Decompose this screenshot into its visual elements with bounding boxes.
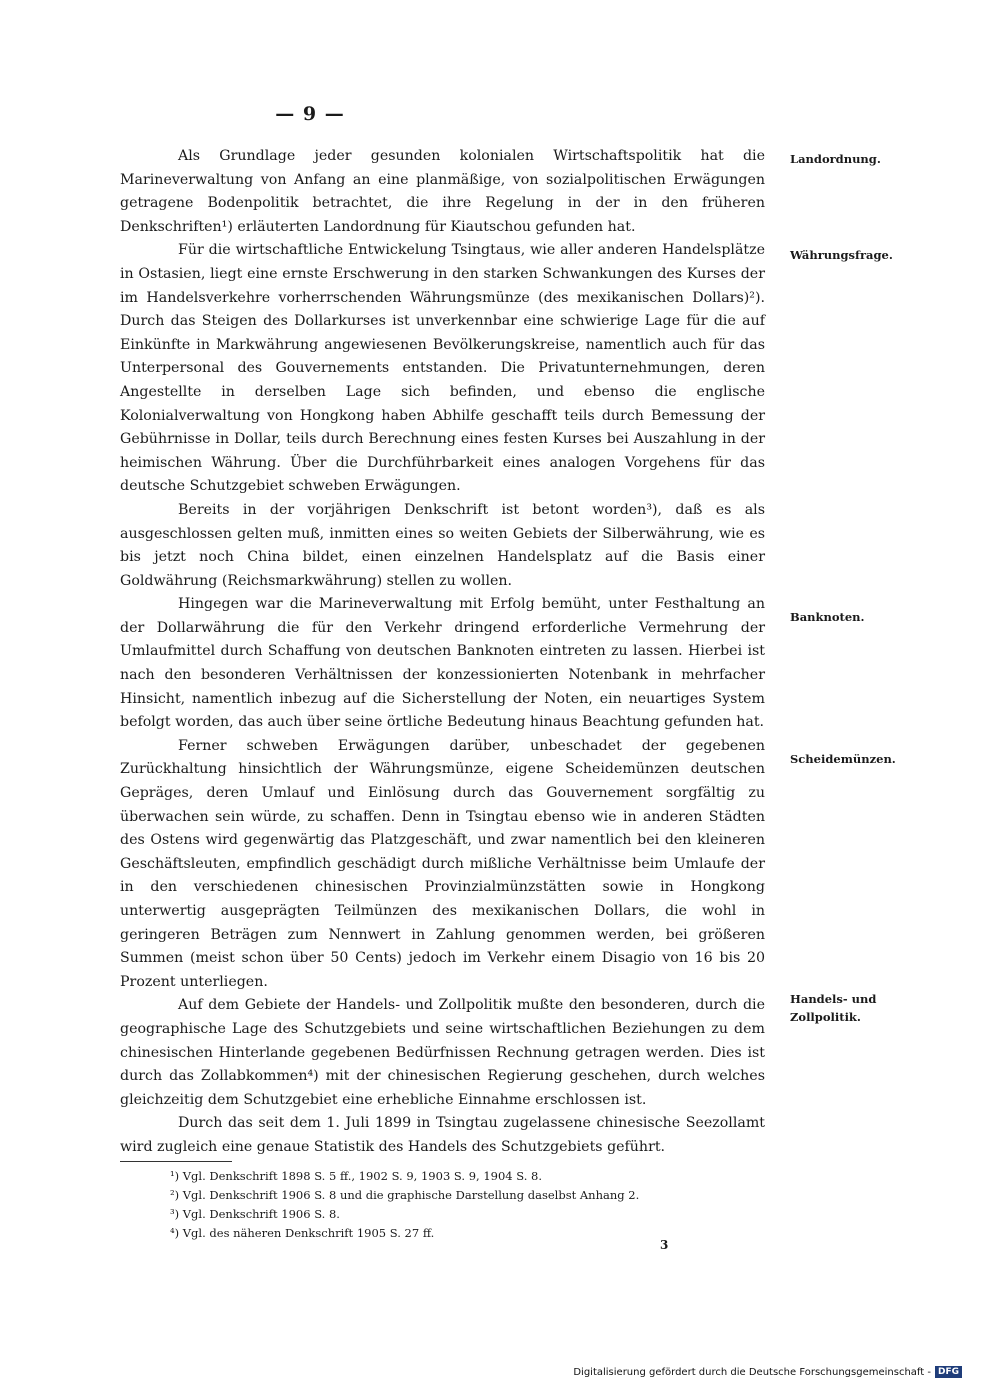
margin-note-banknoten: Banknoten.	[790, 610, 865, 624]
footnote: ¹) Vgl. Denkschrift 1898 S. 5 ff., 1902 S. 9, 1903 S. 9, 1904 S. 8.	[170, 1169, 542, 1183]
dfg-logo: DFG	[935, 1366, 962, 1378]
margin-note-landordnung: Landordnung.	[790, 152, 881, 166]
paragraph: Bereits in der vorjährigen Denkschrift ist betont worden³), daß es als ausgeschlossen gelten muß, inmitten eines so weiten Gebiets der Silberwährung, wie es bis jetzt noch China bildet, einen einzelnen Handelsplatz auf die Basis einer Goldwährung (Reichsmarkwährung) stellen zu wollen.	[120, 501, 765, 589]
margin-note-handelspolitik: Handels- und Zollpolitik.	[790, 992, 877, 1024]
footnote: ⁴) Vgl. des näheren Denkschrift 1905 S. 27 ff.	[170, 1226, 435, 1240]
footnote: ²) Vgl. Denkschrift 1906 S. 8 und die graphische Darstellung daselbst Anhang 2.	[170, 1188, 640, 1202]
paragraph: Hingegen war die Marineverwaltung mit Erfolg bemüht, unter Festhaltung an der Dollarwährung die für den Verkehr dringend erforderliche Vermehrung der Umlaufmittel durch Schaffung von deutschen Banknoten eintreten zu lassen. Hierbei ist nach den besonderen Verhältnissen der konzessionierten Notenbank in mehrfacher Hinsicht, namentlich inbezug auf die Sicherstellung der Noten, ein neuartiges System befolgt worden, das auch über seine örtliche Bedeutung hinaus Beachtung gefunden hat.	[120, 596, 765, 731]
margin-note-scheidemuenzen: Scheidemünzen.	[790, 752, 896, 766]
body-text	[120, 145, 765, 1160]
signature-mark: 3	[660, 1238, 669, 1252]
margin-note-waehrungsfrage: Währungsfrage.	[790, 248, 893, 262]
footnote-rule	[120, 1161, 232, 1162]
digitization-credit	[573, 1366, 962, 1378]
paragraph: Durch das seit dem 1. Juli 1899 in Tsingtau zugelassene chinesische Seezollamt wird zugleich eine genaue Statistik des Handels des Schutzgebiets geführt.	[120, 1115, 765, 1155]
page-number: — 9 —	[275, 103, 345, 125]
footnotes	[120, 1167, 765, 1243]
paragraph: Ferner schweben Erwägungen darüber, unbeschadet der gegebenen Zurückhaltung hinsichtlich der Währungsmünze, eigene Scheidemünzen deutschen Gepräges, deren Umlauf und Einlösung durch das Gouvernement sorgfältig zu überwachen sein würde, zu schaffen. Denn in Tsingtau ebenso wie in anderen Städten des Ostens wird gegenwärtig das Platzgeschäft, und zwar namentlich bei den kleineren Geschäftsleuten, empfindlich geschädigt durch mißliche Verhältnisse beim Umlaufe der in den verschiedenen chinesischen Provinzialmünzstätten sowie in Hongkong unterwertig ausgeprägten Teilmünzen des mexikanischen Dollars, die wohl in geringeren Beträgen zum Nennwert in Zahlung genommen werden, bei größeren Summen (meist schon über 50 Cents) jedoch im Verkehr einem Disagio von 16 bis 20 Prozent unterliegen.	[120, 737, 765, 990]
footnote: ³) Vgl. Denkschrift 1906 S. 8.	[170, 1207, 340, 1221]
paragraph: Als Grundlage jeder gesunden kolonialen Wirtschaftspolitik hat die Marineverwaltung von Anfang an eine planmäßige, von sozialpolitischen Erwägungen getragene Bodenpolitik betrachtet, die ihre Regelung in der in den früheren Denkschriften¹) erläuterten Landordnung für Kiautschou gefunden hat.	[120, 148, 765, 235]
paragraph: Für die wirtschaftliche Entwickelung Tsingtaus, wie aller anderen Handelsplätze in Ostasien, liegt eine ernste Erschwerung in den starken Schwankungen des Kurses der im Handelsverkehre vorherrschenden Währungsmünze (des mexikanischen Dollars)²). Durch das Steigen des Dollarkurses ist unverkennbar eine schwierige Lage für die auf Einkünfte in Markwährung angewiesenen Bevölkerungskreise, namentlich auch für das Unterpersonal des Gouvernements entstanden. Die Privatunternehmungen, deren Angestellte in derselben Lage sich befinden, und ebenso die englische Kolonialverwaltung von Hongkong haben Abhilfe geschafft teils durch Bemessung der Gebührnisse in Dollar, teils durch Berechnung eines festen Kurses bei Auszahlung in der heimischen Währung. Über die Durchführbarkeit eines analogen Vorgehens für das deutsche Schutzgebiet schweben Erwägungen.	[120, 242, 765, 495]
paragraph: Auf dem Gebiete der Handels- und Zollpolitik mußte den besonderen, durch die geographische Lage des Schutzgebiets und seine wirtschaftlichen Beziehungen zu dem chinesischen Hinterlande gegebenen Bedürfnissen Rechnung getragen werden. Dies ist durch das Zollabkommen⁴) mit der chinesischen Regierung geschehen, durch welches gleichzeitig dem Schutzgebiet eine erhebliche Einnahme erschlossen ist.	[120, 997, 765, 1108]
credit-text: Digitalisierung gefördert durch die Deutsche Forschungsgemeinschaft -	[573, 1366, 931, 1378]
